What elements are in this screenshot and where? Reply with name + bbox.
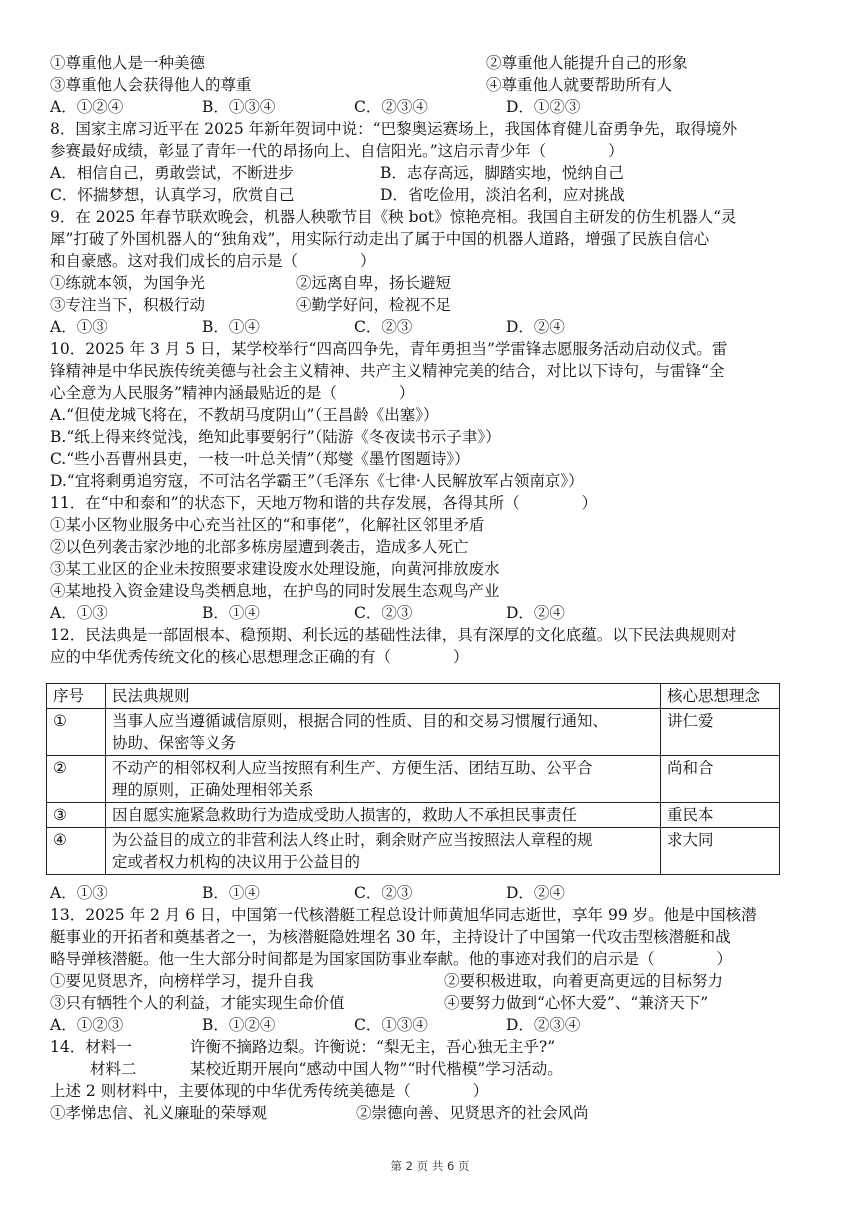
q10-choice-a: A.“但使龙城飞将在，不教胡马度阴山”（王昌龄《出塞》） — [50, 406, 439, 424]
q11-choice-a: A．①③ — [50, 604, 108, 622]
q13-statement-3: ③只有牺牲个人的利益，才能实现生命价值 — [50, 994, 345, 1012]
q9-stem-line-3: 和自豪感。这对我们成长的启示是（ ） — [50, 252, 376, 270]
q9-choice-b: B．①④ — [202, 318, 260, 336]
table-row — [47, 756, 780, 803]
row-serial: ① — [47, 709, 106, 756]
row-idea: 尚和合 — [661, 756, 780, 803]
header-rule: 民法典规则 — [106, 684, 661, 709]
q14-material-2-text: 某校近期开展向“感动中国人物”“时代楷模”学习活动。 — [190, 1060, 563, 1078]
q10-choice-c: C.“些小吾曹州县吏，一枝一叶总关情”（郑燮《墨竹图题诗》） — [50, 450, 470, 468]
q11-statement-1: ①某小区物业服务中心充当社区的“和事佬”，化解社区邻里矛盾 — [50, 516, 485, 534]
q11-choice-c: C．②③ — [354, 604, 413, 622]
q9-stem-line-2: 犀”打破了外国机器人的“独角戏”，用实际行动走出了属于中国的机器人道路，增强了民族自信心 — [50, 230, 710, 248]
q14-material-2-label: 材料二 — [90, 1060, 137, 1078]
q10-stem-line-3: 心全意为人民服务”精神内涵最贴近的是（ ） — [50, 384, 415, 402]
q11-statement-3: ③某工业区的企业未按照要求建设废水处理设施，向黄河排放废水 — [50, 560, 500, 578]
q13-statement-2: ②要积极进取，向着更高更远的目标努力 — [444, 972, 724, 990]
header-idea: 核心思想理念 — [661, 684, 780, 709]
q11-statement-2: ②以色列袭击家沙地的北部多栋房屋遭到袭击，造成多人死亡 — [50, 538, 469, 556]
q9-statement-4: ④勤学好问，检视不足 — [296, 296, 452, 314]
q8-choice-a: A．相信自己，勇敢尝试，不断进步 — [50, 164, 294, 182]
q9-statement-2: ②远离自卑，扬长避短 — [296, 274, 452, 292]
q7-statement-3: ③尊重他人会获得他人的尊重 — [50, 76, 252, 94]
q8-choice-d: D．省吃俭用，淡泊名利，应对挑战 — [380, 186, 625, 204]
rule-line: 理的原则，正确处理相邻关系 — [112, 781, 314, 799]
row-serial: ② — [47, 756, 106, 803]
q11-choice-b: B．①④ — [202, 604, 260, 622]
row-idea: 求大同 — [661, 828, 780, 875]
q8-stem-line-2: 参赛最好成绩，彰显了青年一代的昂扬向上、自信阳光。”这启示青少年（ ） — [50, 142, 624, 160]
q14-stem: 上述 2 则材料中，主要体现的中华优秀传统美德是（ ） — [50, 1082, 489, 1100]
row-rule: 因自愿实施紧急救助行为造成受助人损害的，救助人不承担民事责任 — [106, 803, 661, 828]
q12-choice-a: A．①③ — [50, 884, 108, 902]
q10-stem-line-1: 10．2025 年 3 月 5 日，某学校举行“四高四争先，青年勇担当”学雷锋志愿服务活动启动仪式。雷 — [50, 340, 728, 358]
q8-choice-b: B．志存高远，脚踏实地，悦纳自己 — [380, 164, 624, 182]
q13-choice-b: B．①②④ — [202, 1016, 276, 1034]
q14-material-1-text: 许衡不摘路边梨。许衡说：“梨无主，吾心独无主乎?” — [190, 1038, 556, 1056]
q12-stem-line-1: 12．民法典是一部固根本、稳预期、利长远的基础性法律，具有深厚的文化底蕴。以下民法典规则对 — [50, 626, 737, 644]
row-idea: 讲仁爱 — [661, 709, 780, 756]
table-row — [47, 828, 780, 875]
q11-statement-4: ④某地投入资金建设鸟类栖息地，在护鸟的同时发展生态观鸟产业 — [50, 582, 500, 600]
q12-choice-c: C．②③ — [354, 884, 413, 902]
q9-stem-line-1: 9．在 2025 年春节联欢晚会，机器人秧歌节目《秧 bot》惊艳亮相。我国自主研发的仿生机器人“灵 — [50, 208, 737, 226]
q10-stem-line-2: 锋精神是中华民族传统美德与社会主义精神、共产主义精神完美的结合，对比以下诗句，与雷锋“全 — [50, 362, 725, 380]
row-rule — [106, 828, 661, 875]
q13-statement-1: ①要见贤思齐，向榜样学习，提升自我 — [50, 972, 314, 990]
q13-choice-c: C．①③④ — [354, 1016, 428, 1034]
rule-line: 定或者权力机构的决议用于公益目的 — [112, 853, 361, 871]
rule-line: 协助、保密等义务 — [112, 734, 237, 752]
table-row — [47, 709, 780, 756]
q11-stem: 11．在“中和泰和”的状态下，天地万物和谐的共存发展，各得其所（ ） — [50, 494, 598, 512]
q9-choice-d: D．②④ — [506, 318, 565, 336]
page-footer: 第 2 页 共 6 页 — [390, 1159, 470, 1173]
q7-statement-2: ②尊重他人能提升自己的形象 — [486, 54, 688, 72]
header-serial: 序号 — [47, 684, 106, 709]
q9-statement-3: ③专注当下，积极行动 — [50, 296, 206, 314]
q8-choice-c: C．怀揣梦想，认真学习，欣赏自己 — [50, 186, 295, 204]
q13-stem-line-1: 13．2025 年 2 月 6 日，中国第一代核潜艇工程总设计师黄旭华同志逝世，享年 99 岁。他是中国核潜 — [50, 906, 757, 924]
q7-choice-d: D．①②③ — [506, 98, 581, 116]
q8-stem-line-1: 8．国家主席习近平在 2025 年新年贺词中说：“巴黎奥运赛场上，我国体育健儿奋勇争先，取得境外 — [50, 120, 738, 138]
q10-choice-b: B.“纸上得来终觉浅，绝知此事要躬行”（陆游《冬夜读书示子聿》） — [50, 428, 501, 446]
q13-choice-d: D．②③④ — [506, 1016, 581, 1034]
q13-stem-line-3: 略导弹核潜艇。他一生大部分时间都是为国家国防事业奉献。他的事迹对我们的启示是（ ） — [50, 950, 733, 968]
q9-statement-1: ①练就本领，为国争光 — [50, 274, 206, 292]
rule-line: 为公益目的成立的非营利法人终止时，剩余财产应当按照法人章程的规 — [112, 831, 593, 849]
q7-choice-b: B．①③④ — [202, 98, 276, 116]
q10-choice-d: D.“宜将剩勇追穷寇，不可沽名学霸王”（毛泽东《七律·人民解放军占领南京》） — [50, 472, 584, 490]
row-rule — [106, 709, 661, 756]
rule-line: 不动产的相邻权利人应当按照有利生产、方便生活、团结互助、公平合 — [112, 759, 593, 777]
q12-choice-d: D．②④ — [506, 884, 565, 902]
row-serial: ③ — [47, 803, 106, 828]
q13-statement-4: ④要努力做到“心怀大爱”、“兼济天下” — [444, 994, 709, 1012]
q7-choice-c: C．②③④ — [354, 98, 428, 116]
table-row — [47, 803, 780, 828]
q11-choice-d: D．②④ — [506, 604, 565, 622]
q12-stem-line-2: 应的中华优秀传统文化的核心思想理念正确的有（ ） — [50, 648, 469, 666]
civil-code-table — [46, 683, 780, 875]
row-idea: 重民本 — [661, 803, 780, 828]
q13-stem-line-2: 艇事业的开拓者和奠基者之一，为核潜艇隐姓埋名 30 年，主持设计了中国第一代攻击型核潜艇和战 — [50, 928, 731, 946]
row-serial: ④ — [47, 828, 106, 875]
q9-choice-c: C．②③ — [354, 318, 413, 336]
q14-material-1-label: 14．材料一 — [50, 1038, 132, 1056]
q13-choice-a: A．①②③ — [50, 1016, 124, 1034]
rule-line: 当事人应当遵循诚信原则，根据合同的性质、目的和交易习惯履行通知、 — [112, 712, 609, 730]
q7-statement-1: ①尊重他人是一种美德 — [50, 54, 206, 72]
q14-statement-2: ②崇德向善、见贤思齐的社会风尚 — [356, 1104, 589, 1122]
row-rule — [106, 756, 661, 803]
q7-choice-a: A．①②④ — [50, 98, 124, 116]
table-header-row — [47, 684, 780, 709]
q7-statement-4: ④尊重他人就要帮助所有人 — [486, 76, 673, 94]
q12-choice-b: B．①④ — [202, 884, 260, 902]
q14-statement-1: ①孝悌忠信、礼义廉耻的荣辱观 — [50, 1104, 268, 1122]
q9-choice-a: A．①③ — [50, 318, 108, 336]
